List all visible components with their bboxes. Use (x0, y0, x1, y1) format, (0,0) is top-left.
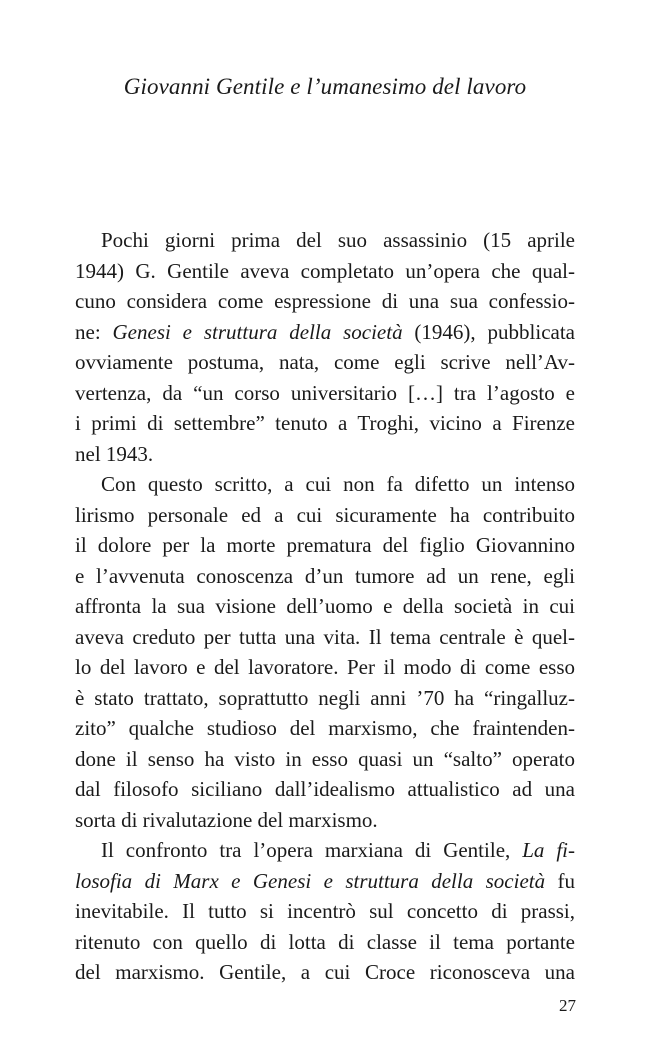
text-run: aveva creduto per tutta una vita. Il tema centrale è quel- (75, 624, 575, 649)
text-line (75, 591, 575, 622)
text-run: nel 1943. (75, 441, 154, 466)
text-run: dal filosofo siciliano dall’idealismo attualistico ad una (75, 777, 575, 801)
page-number: 27 (559, 996, 576, 1015)
text-run: vertenza, da “un corso universitario […] tra l’agosto e (75, 380, 575, 405)
paragraph (75, 835, 575, 988)
text-line (75, 774, 575, 805)
text-line (75, 622, 575, 653)
text-run: cuno considera come espressione di una sua confessio- (75, 289, 575, 313)
text-run: è stato trattato, soprattutto negli anni ’70 ha “ringalluz- (75, 685, 575, 710)
text-run: il dolore per la morte prematura del figlio Giovannino (75, 533, 575, 557)
text-line (75, 256, 575, 287)
text-line (75, 408, 575, 439)
text-line (75, 500, 575, 531)
paragraph (75, 469, 575, 835)
text-run: Con questo scritto, a cui non fa difetto un intenso (101, 472, 575, 496)
italic-text: losofia di Marx e Genesi e struttura della società (75, 868, 546, 893)
text-line (75, 530, 575, 561)
text-line (75, 683, 575, 714)
text-run: inevitabile. Il tutto si incentrò sul concetto di prassi, (75, 899, 575, 923)
text-run: Pochi giorni prima del suo assassinio (15 aprile (101, 228, 575, 252)
text-line (75, 835, 575, 866)
text-run: zito” qualche studioso del marxismo, che fraintenden- (75, 716, 575, 740)
text-run: ovviamente postuma, nata, come egli scrive nell’Av- (75, 350, 575, 374)
text-run: lirismo personale ed a cui sicuramente ha contribuito (75, 502, 575, 527)
text-run: ne: (75, 319, 113, 344)
text-line (75, 469, 575, 500)
text-line (75, 225, 575, 256)
text-line (75, 744, 575, 775)
paragraph (75, 225, 575, 469)
text-line (75, 317, 575, 348)
text-run: sorta di rivalutazione del marxismo. (75, 807, 378, 832)
text-line (75, 927, 575, 958)
text-run: Il confronto tra l’opera marxiana di Gentile, (101, 838, 523, 862)
text-line (75, 652, 575, 683)
text-line (75, 957, 575, 988)
text-line (75, 805, 575, 836)
text-line (75, 896, 575, 927)
text-line (75, 378, 575, 409)
text-run: e l’avvenuta conoscenza d’un tumore ad un rene, egli (75, 563, 575, 588)
chapter-title: Giovanni Gentile e l’umanesimo del lavoro (123, 74, 527, 99)
text-line (75, 561, 575, 592)
text-run: 1944) G. Gentile aveva completato un’opera che qual- (75, 258, 575, 283)
text-run: affronta la sua visione dell’uomo e della società in cui (75, 594, 575, 618)
text-line (75, 866, 575, 897)
text-run: fu (545, 868, 575, 893)
text-line (75, 439, 575, 470)
text-run: lo del lavoro e del lavoratore. Per il modo di come esso (75, 655, 575, 679)
text-run: i primi di settembre” tenuto a Troghi, vicino a Firenze (75, 411, 575, 435)
text-line (75, 713, 575, 744)
text-run: ritenuto con quello di lotta di classe il tema portante (75, 929, 575, 954)
italic-text: Genesi e struttura della società (112, 319, 403, 344)
text-line (75, 286, 575, 317)
body-text (75, 225, 575, 988)
text-line (75, 347, 575, 378)
text-run: (1946), pubblicata (402, 319, 575, 344)
italic-text: La fi- (522, 838, 575, 862)
text-run: done il senso ha visto in esso quasi un “salto” operato (75, 746, 575, 771)
text-run: del marxismo. Gentile, a cui Croce riconosceva una (75, 960, 575, 984)
